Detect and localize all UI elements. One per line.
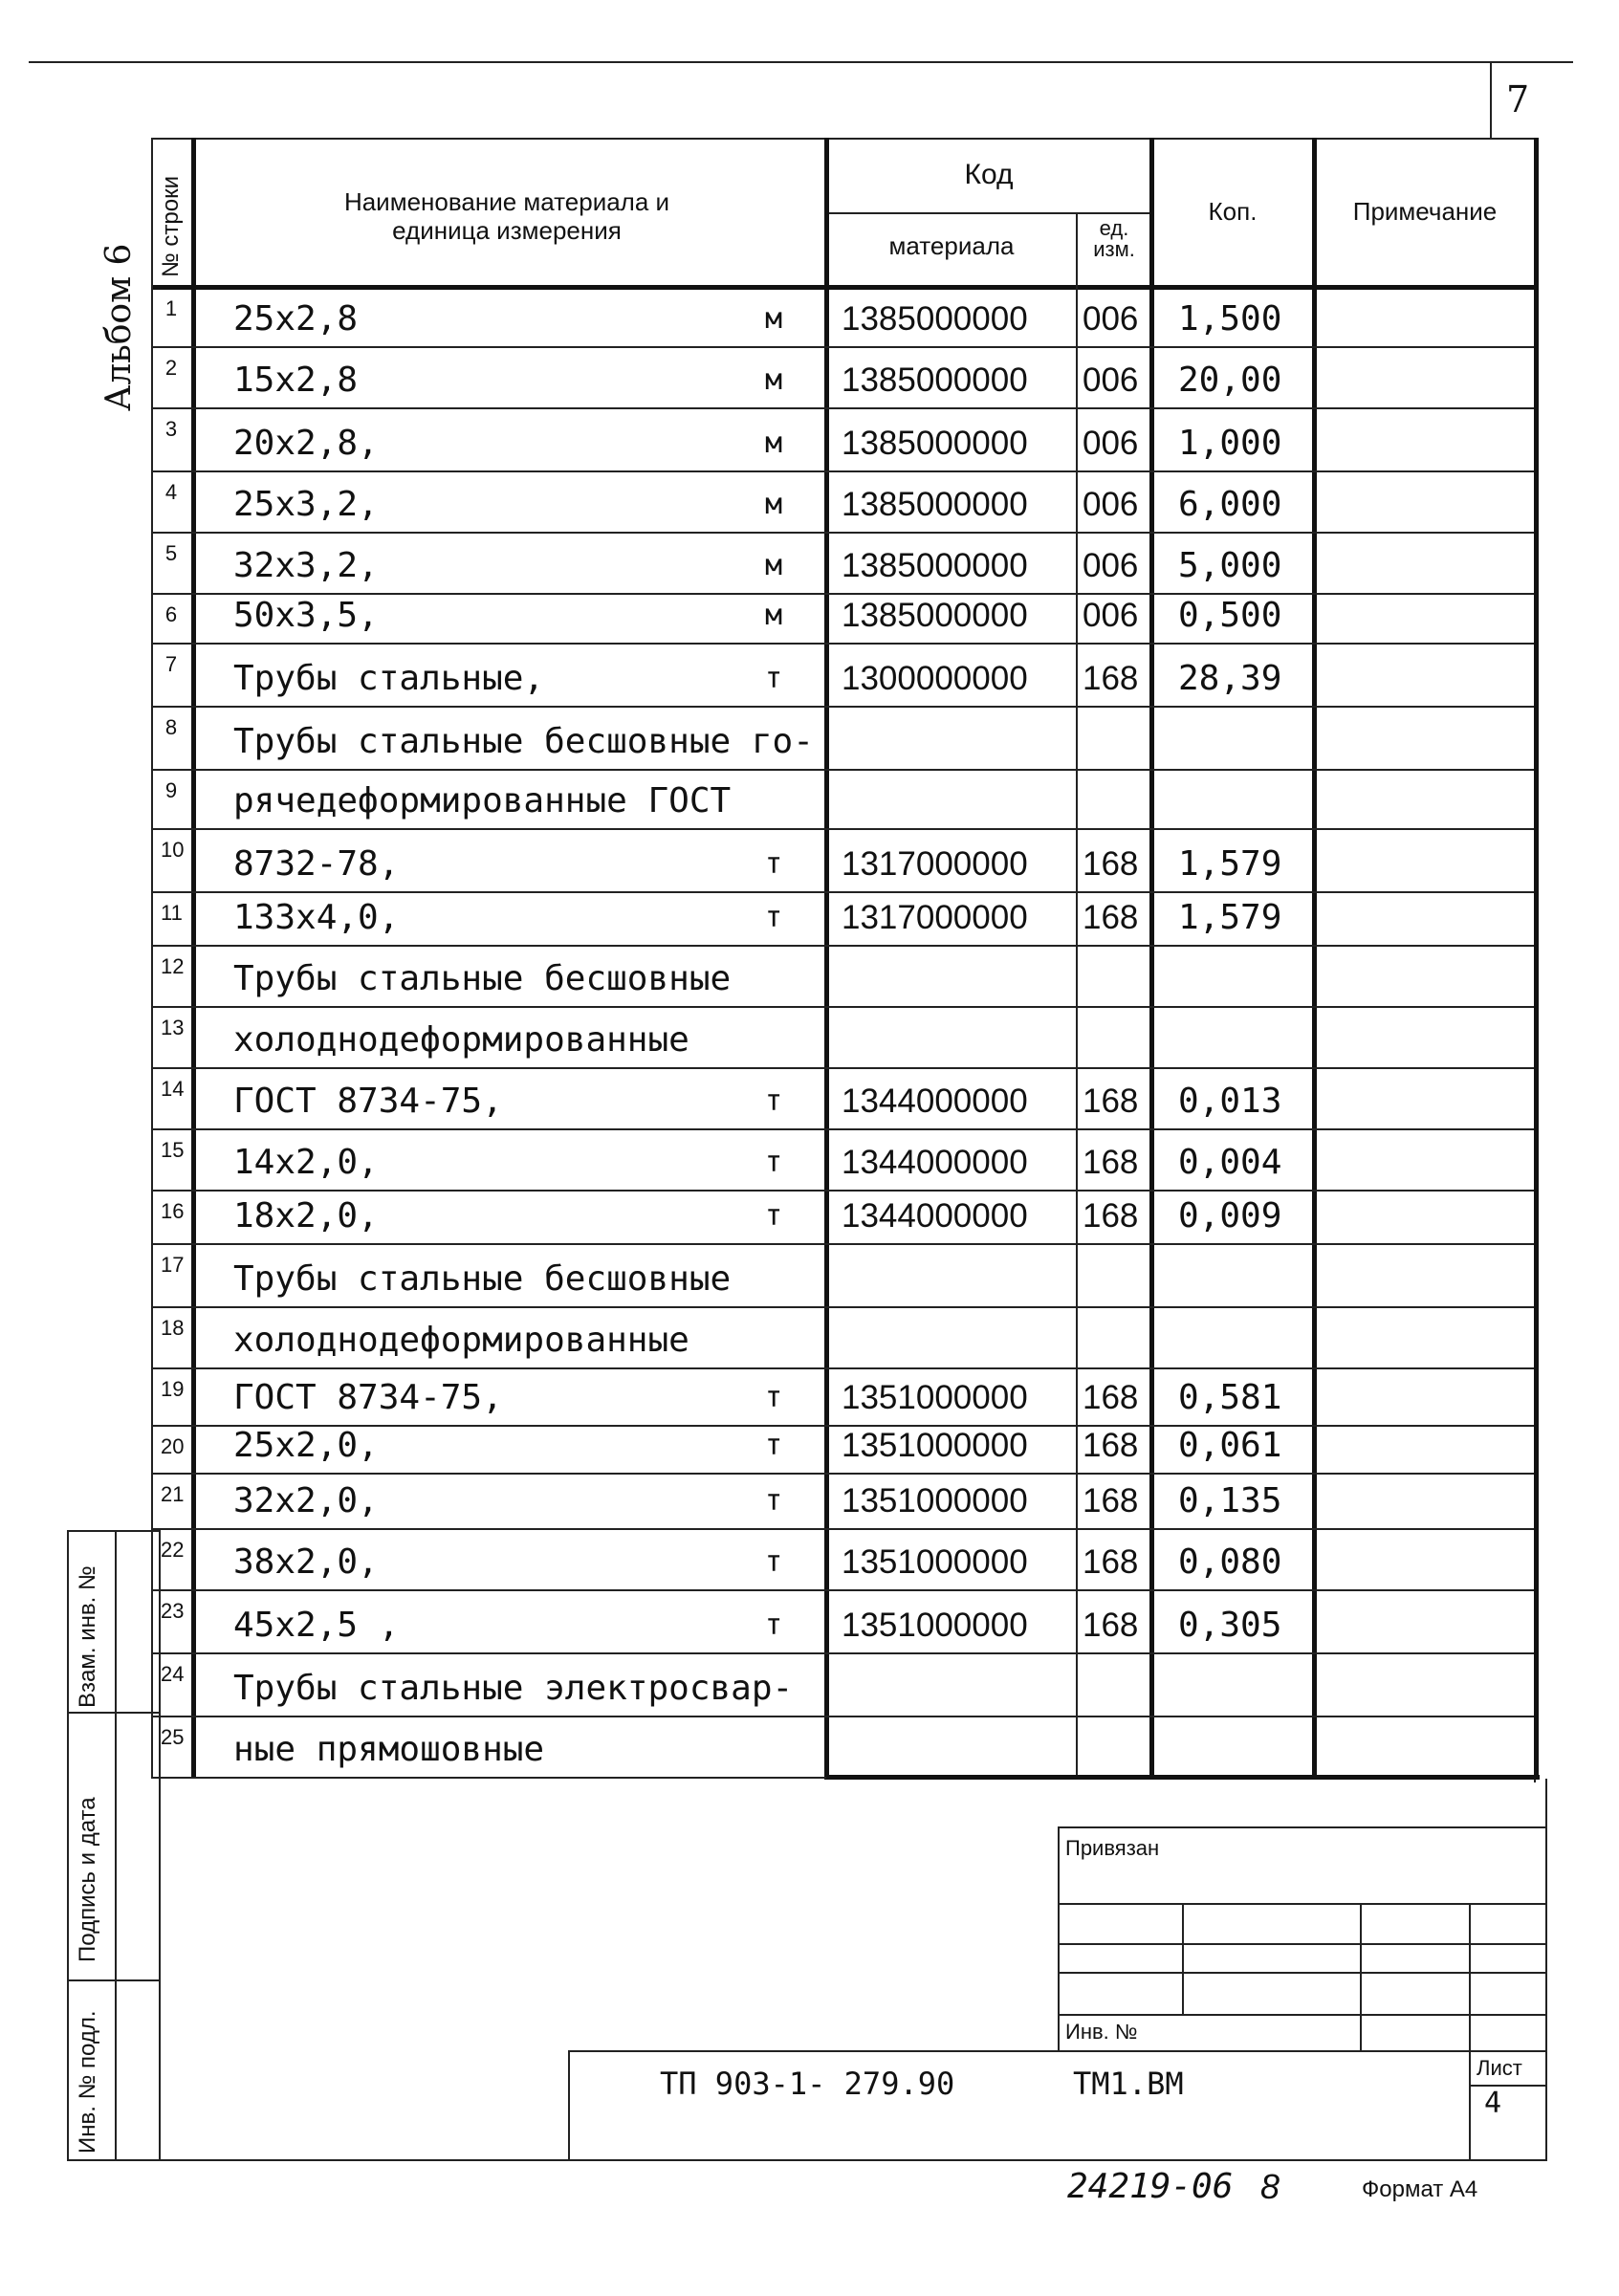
row-separator (151, 1589, 1534, 1591)
row-material-code: 1351000000 (842, 1543, 1028, 1581)
row-material-name: 25x2,8 (233, 299, 359, 339)
row-material-name: Трубы стальные, (233, 659, 545, 698)
row-number: 10 (161, 838, 185, 862)
row-number: 15 (161, 1138, 185, 1162)
row-name-unit: т (765, 847, 783, 881)
row-material-name: ГОСТ 8734-75, (233, 1082, 503, 1121)
sheet-number: 4 (1484, 2087, 1502, 2120)
row-unit-code: 168 (1083, 660, 1139, 697)
row-quantity: 0,061 (1178, 1426, 1282, 1465)
row-material-code: 1351000000 (842, 1379, 1028, 1416)
row-quantity: 0,013 (1178, 1082, 1282, 1121)
row-separator (151, 1652, 1534, 1654)
row-material-code: 1385000000 (842, 597, 1028, 634)
inv-no-label: Инв. № (1065, 2020, 1138, 2044)
row-material-code: 1344000000 (842, 1197, 1028, 1235)
row-number: 17 (161, 1253, 185, 1277)
row-name-unit: т (765, 1146, 783, 1179)
row-quantity: 1,579 (1178, 844, 1282, 884)
row-quantity: 0,305 (1178, 1606, 1282, 1645)
row-material-name: 20x2,8, (233, 424, 379, 463)
row-number: 14 (161, 1077, 185, 1101)
row-number: 8 (164, 715, 178, 739)
row-material-code: 1385000000 (842, 486, 1028, 523)
row-unit-code: 006 (1083, 361, 1139, 399)
designation: ТП 903-1- 279.90 (660, 2066, 955, 2102)
row-material-name: Трубы стальные электросвар- (233, 1669, 794, 1708)
row-separator (151, 1067, 1534, 1069)
row-separator (151, 1367, 1534, 1369)
row-separator (151, 346, 1534, 348)
row-unit-code: 006 (1083, 425, 1139, 462)
row-separator (151, 706, 1534, 708)
header-note: Примечание (1352, 197, 1498, 226)
row-name-unit: м (765, 363, 783, 397)
row-name-unit: т (765, 1484, 783, 1518)
row-unit-code: 168 (1083, 1482, 1139, 1520)
row-unit-code: 006 (1083, 486, 1139, 523)
row-material-name: 32x3,2, (233, 546, 379, 585)
row-quantity: 1,000 (1178, 424, 1282, 463)
row-number: 20 (161, 1434, 185, 1458)
row-unit-code: 168 (1083, 1379, 1139, 1416)
format-label: Формат А4 (1362, 2176, 1478, 2202)
row-separator (151, 532, 1534, 534)
row-number: 16 (161, 1199, 185, 1223)
row-material-name: 32x2,0, (233, 1481, 379, 1520)
row-quantity: 0,004 (1178, 1143, 1282, 1182)
row-separator (151, 1306, 1534, 1308)
row-number: 12 (161, 954, 185, 978)
row-number: 18 (161, 1316, 185, 1340)
row-material-name: 45x2,5 , (233, 1606, 400, 1645)
row-quantity: 0,080 (1178, 1542, 1282, 1582)
row-material-name: 18x2,0, (233, 1196, 379, 1235)
row-material-code: 1351000000 (842, 1427, 1028, 1464)
row-name-unit: м (765, 426, 783, 460)
header-name: Наименование материала и единица измерения (343, 187, 670, 245)
row-quantity: 1,500 (1178, 299, 1282, 339)
row-separator (151, 643, 1534, 645)
row-material-code: 1300000000 (842, 660, 1028, 697)
row-separator (151, 593, 1534, 595)
row-material-name: ГОСТ 8734-75, (233, 1378, 503, 1417)
row-number: 11 (161, 901, 183, 925)
row-separator (151, 1528, 1534, 1530)
row-material-code: 1385000000 (842, 425, 1028, 462)
inv-podl-label: Инв. № подл. (75, 2010, 100, 2154)
row-number: 9 (164, 778, 178, 802)
row-separator (151, 1190, 1534, 1192)
row-material-name: 38x2,0, (233, 1542, 379, 1582)
row-separator (151, 407, 1534, 409)
row-material-name: Трубы стальные бесшовные (233, 959, 732, 998)
row-unit-code: 168 (1083, 845, 1139, 883)
row-material-name: 25x2,0, (233, 1426, 379, 1465)
row-separator (151, 769, 1534, 771)
row-name-unit: м (765, 599, 783, 632)
row-number: 7 (164, 652, 178, 676)
row-name-unit: м (765, 488, 783, 521)
podpis-data-label: Подпись и дата (75, 1797, 100, 1962)
handwritten-sheet: 8 (1260, 2167, 1280, 2206)
sheet-label: Лист (1477, 2056, 1522, 2080)
row-separator (151, 1243, 1534, 1245)
row-number: 1 (164, 296, 178, 320)
row-material-name: 133x4,0, (233, 898, 400, 937)
row-material-name: 14x2,0, (233, 1143, 379, 1182)
row-material-name: 25x3,2, (233, 485, 379, 524)
privyazan-label: Привязан (1065, 1836, 1160, 1860)
row-name-unit: т (765, 1608, 783, 1642)
row-material-code: 1385000000 (842, 361, 1028, 399)
row-number: 13 (161, 1016, 185, 1039)
row-separator (151, 828, 1534, 830)
header-code: Код (964, 159, 1014, 190)
row-separator (151, 1716, 1534, 1717)
row-material-code: 1351000000 (842, 1482, 1028, 1520)
row-name-unit: т (765, 662, 783, 695)
row-number: 24 (161, 1662, 185, 1686)
row-material-code: 1385000000 (842, 300, 1028, 338)
row-unit-code: 168 (1083, 1082, 1139, 1120)
row-name-unit: т (765, 1084, 783, 1118)
row-separator (151, 1473, 1534, 1475)
row-material-code: 1317000000 (842, 845, 1028, 883)
row-name-unit: т (765, 1381, 783, 1414)
row-unit-code: 168 (1083, 1144, 1139, 1181)
row-unit-code: 168 (1083, 1543, 1139, 1581)
header-row-no: № строки (158, 175, 184, 277)
row-unit-code: 168 (1083, 1607, 1139, 1644)
row-number: 22 (161, 1538, 185, 1562)
row-name-unit: м (765, 302, 783, 336)
row-number: 2 (164, 356, 178, 380)
row-material-code: 1344000000 (842, 1144, 1028, 1181)
row-quantity: 20,00 (1178, 361, 1282, 400)
row-material-name: ные прямошовные (233, 1730, 545, 1769)
row-unit-code: 006 (1083, 547, 1139, 584)
row-quantity: 5,000 (1178, 546, 1282, 585)
row-material-name: 15x2,8 (233, 361, 359, 400)
row-material-name: 50x3,5, (233, 596, 379, 635)
row-number: 19 (161, 1377, 185, 1401)
row-material-code: 1385000000 (842, 547, 1028, 584)
row-material-name: Трубы стальные бесшовные (233, 1259, 732, 1299)
row-quantity: 28,39 (1178, 659, 1282, 698)
row-name-unit: т (765, 1545, 783, 1579)
row-separator (151, 470, 1534, 472)
row-material-code: 1317000000 (842, 899, 1028, 936)
row-number: 6 (164, 602, 178, 626)
row-name-unit: т (765, 1199, 783, 1233)
row-name-unit: м (765, 549, 783, 582)
album-label: Альбом 6 (99, 243, 139, 411)
row-number: 25 (161, 1725, 185, 1749)
row-number: 5 (164, 541, 178, 565)
row-material-name: Трубы стальные бесшовные го- (233, 722, 814, 761)
row-unit-code: 006 (1083, 597, 1139, 634)
row-separator (151, 1006, 1534, 1008)
header-qty: Коп. (1208, 197, 1258, 226)
row-quantity: 0,135 (1178, 1481, 1282, 1520)
row-separator (151, 945, 1534, 947)
row-material-name: рячедеформированные ГОСТ (233, 781, 732, 820)
row-separator (151, 891, 1534, 893)
page-number-box-left (1490, 61, 1492, 138)
row-material-name: 8732-78, (233, 844, 400, 884)
row-name-unit: т (765, 1429, 783, 1462)
row-quantity: 0,581 (1178, 1378, 1282, 1417)
row-material-code: 1344000000 (842, 1082, 1028, 1120)
row-unit-code: 006 (1083, 300, 1139, 338)
row-quantity: 1,579 (1178, 898, 1282, 937)
row-number: 4 (164, 480, 178, 504)
top-border (29, 61, 1573, 63)
row-number: 3 (164, 417, 178, 441)
row-name-unit: т (765, 901, 783, 934)
row-material-name: холоднодеформированные (233, 1020, 689, 1060)
row-quantity: 0,009 (1178, 1196, 1282, 1235)
handwritten-number: 24219-06 (1067, 2167, 1234, 2206)
header-unit: ед. изм. (1093, 216, 1135, 261)
row-number: 21 (161, 1482, 185, 1506)
page-number: 7 (1506, 78, 1530, 120)
row-material-code: 1351000000 (842, 1607, 1028, 1644)
row-quantity: 6,000 (1178, 485, 1282, 524)
row-unit-code: 168 (1083, 1427, 1139, 1464)
row-quantity: 0,500 (1178, 596, 1282, 635)
row-unit-code: 168 (1083, 899, 1139, 936)
header-material: материала (888, 231, 1015, 260)
row-material-name: холоднодеформированные (233, 1321, 689, 1360)
doc-code: ТМ1.ВМ (1073, 2066, 1184, 2102)
row-unit-code: 168 (1083, 1197, 1139, 1235)
vzam-inv-label: Взам. инв. № (75, 1565, 100, 1708)
row-separator (151, 1128, 1534, 1130)
row-number: 23 (161, 1599, 185, 1623)
